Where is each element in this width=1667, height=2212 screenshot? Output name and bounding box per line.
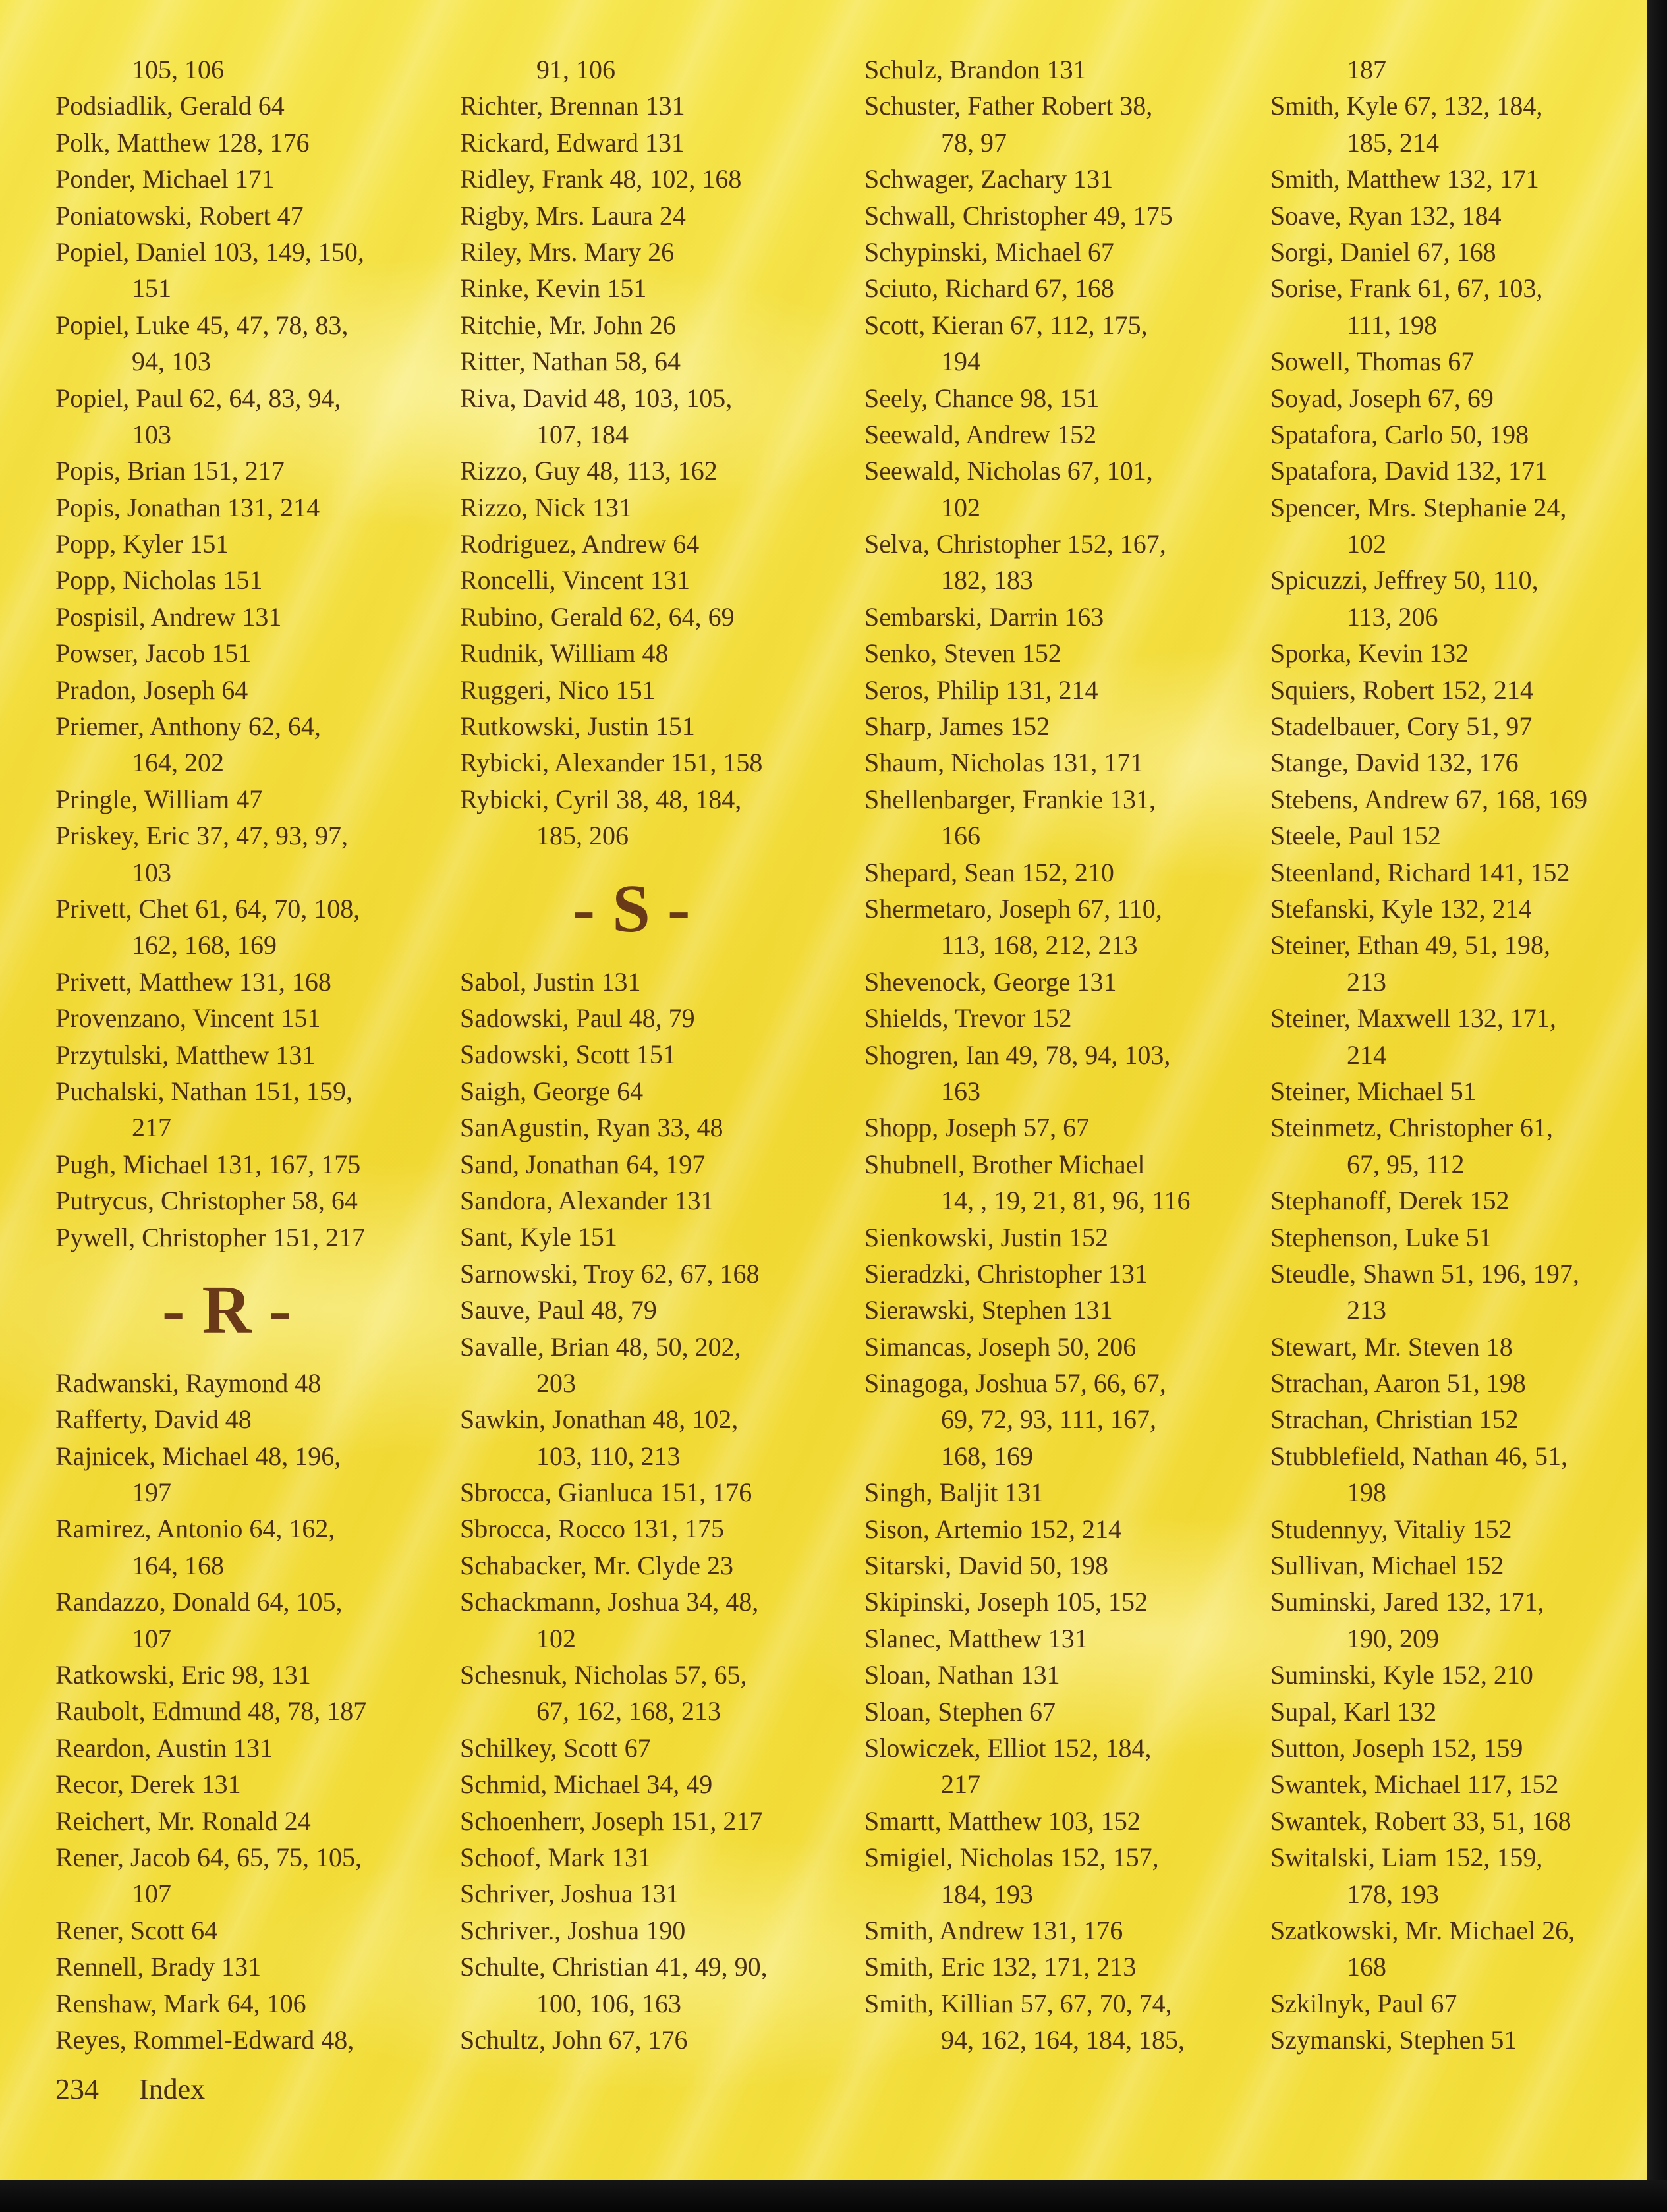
index-entry: Selva, Christopher 152, 167, [864, 529, 1166, 559]
index-entry: Reyes, Rommel-Edward 48, [55, 2024, 354, 2055]
index-entry: Privett, Chet 61, 64, 70, 108, [55, 893, 360, 924]
index-entry: Sciuto, Richard 67, 168 [864, 273, 1114, 304]
index-entry: Shermetaro, Joseph 67, 110, [864, 893, 1162, 924]
index-entry-continuation: 102 [536, 1623, 576, 1653]
index-entry: Sbrocca, Rocco 131, 175 [460, 1514, 725, 1544]
index-entry: Strachan, Christian 152 [1270, 1404, 1519, 1435]
index-entry: Schultz, John 67, 176 [460, 2024, 688, 2055]
index-entry: Sandora, Alexander 131 [460, 1185, 714, 1215]
index-entry: Rybicki, Cyril 38, 48, 184, [460, 784, 742, 814]
index-entry: Recor, Derek 131 [55, 1769, 241, 1800]
index-entry: Smith, Andrew 131, 176 [864, 1915, 1123, 1945]
index-entry: Schwager, Zachary 131 [864, 164, 1114, 194]
index-entry: Switalski, Liam 152, 159, [1270, 1842, 1543, 1873]
index-entry-continuation: 203 [536, 1368, 576, 1398]
index-entry-continuation: 198 [1347, 1478, 1386, 1508]
index-entry-continuation: 166 [941, 821, 980, 851]
index-entry: Sawkin, Jonathan 48, 102, [460, 1404, 739, 1435]
index-entry: Ramirez, Antonio 64, 162, [55, 1514, 335, 1544]
index-entry: Slowiczek, Elliot 152, 184, [864, 1732, 1152, 1763]
index-entry-continuation: 14, , 19, 21, 81, 96, 116 [941, 1186, 1191, 1216]
index-entry: Rinke, Kevin 151 [460, 273, 647, 304]
index-entry: Sloan, Stephen 67 [864, 1696, 1056, 1727]
index-entry: Spatafora, Carlo 50, 198 [1270, 419, 1529, 449]
index-entry: Rener, Jacob 64, 65, 75, 105, [55, 1842, 362, 1872]
index-entry: Priskey, Eric 37, 47, 93, 97, [55, 821, 349, 851]
index-entry-continuation: 102 [1347, 529, 1386, 559]
index-entry-continuation: 168, 169 [941, 1441, 1033, 1471]
scan-edge-bottom [0, 2180, 1667, 2212]
index-entry: Strachan, Aaron 51, 198 [1270, 1368, 1526, 1398]
index-entry: Shaum, Nicholas 131, 171 [864, 748, 1144, 778]
index-entry: Raubolt, Edmund 48, 78, 187 [55, 1696, 367, 1727]
index-entry: Popis, Brian 151, 217 [55, 456, 285, 486]
index-entry: Sloan, Nathan 131 [864, 1660, 1060, 1690]
index-entry: Sorise, Frank 61, 67, 103, [1270, 273, 1543, 304]
index-entry-continuation: 69, 72, 93, 111, 167, [941, 1404, 1157, 1435]
index-entry: Rizzo, Nick 131 [460, 492, 633, 522]
index-entry: Stadelbauer, Cory 51, 97 [1270, 711, 1533, 742]
section-letter-heading: - S - [572, 870, 691, 947]
index-entry: Popp, Nicholas 151 [55, 565, 263, 595]
index-entry: Sullivan, Michael 152 [1270, 1551, 1504, 1581]
index-entry-continuation: 103 [132, 857, 171, 887]
index-entry: Schabacker, Mr. Clyde 23 [460, 1550, 733, 1580]
index-entry-continuation: 182, 183 [941, 565, 1033, 595]
index-entry: Smartt, Matthew 103, 152 [864, 1806, 1141, 1836]
index-entry: Rudnik, William 48 [460, 638, 669, 669]
index-entry: Szkilnyk, Paul 67 [1270, 1988, 1457, 2018]
index-entry-continuation: 197 [132, 1478, 171, 1508]
page-number: 234 [55, 2073, 99, 2105]
index-entry-continuation: 103 [132, 419, 171, 449]
index-entry: Ridley, Frank 48, 102, 168 [460, 164, 742, 194]
index-entry-continuation: 213 [1347, 966, 1386, 997]
index-entry-continuation: 113, 168, 212, 213 [941, 930, 1138, 960]
index-entry: Smith, Kyle 67, 132, 184, [1270, 91, 1543, 121]
index-entry: Senko, Steven 152 [864, 638, 1061, 669]
index-entry: Stange, David 132, 176 [1270, 748, 1519, 778]
index-entry: Sadowski, Scott 151 [460, 1039, 676, 1070]
index-entry: SanAgustin, Ryan 33, 48 [460, 1113, 723, 1143]
index-entry: Stephenson, Luke 51 [1270, 1222, 1492, 1252]
index-entry: Spicuzzi, Jeffrey 50, 110, [1270, 565, 1539, 595]
index-column-2 [460, 51, 855, 2058]
index-entry-continuation: 194 [941, 346, 980, 377]
index-entry: Steenland, Richard 141, 152 [1270, 857, 1570, 887]
index-entry: Ruggeri, Nico 151 [460, 675, 656, 705]
index-entry-continuation: 214 [1347, 1039, 1386, 1070]
index-entry-continuation: 91, 106 [536, 55, 615, 84]
index-entry: Popiel, Paul 62, 64, 83, 94, [55, 383, 341, 413]
index-entry: Randazzo, Donald 64, 105, [55, 1587, 343, 1617]
index-entry: Pugh, Michael 131, 167, 175 [55, 1149, 361, 1179]
index-entry: Polk, Matthew 128, 176 [55, 127, 310, 157]
index-entry-continuation: 67, 95, 112 [1347, 1149, 1465, 1179]
index-entry-continuation: 185, 214 [1347, 127, 1439, 157]
index-entry: Poniatowski, Robert 47 [55, 200, 304, 231]
index-entry: Rennell, Brady 131 [55, 1952, 262, 1982]
index-entry: Radwanski, Raymond 48 [55, 1368, 322, 1398]
index-entry: Singh, Baljit 131 [864, 1478, 1044, 1508]
index-entry: Spencer, Mrs. Stephanie 24, [1270, 492, 1567, 522]
index-entry: Suminski, Jared 132, 171, [1270, 1587, 1544, 1617]
index-entry: Spatafora, David 132, 171 [1270, 456, 1548, 486]
section-letter-heading: - R - [161, 1271, 292, 1348]
index-entry: Riva, David 48, 103, 105, [460, 383, 733, 413]
index-entry-continuation: 107 [132, 1879, 171, 1909]
index-entry: Sabol, Justin 131 [460, 966, 641, 997]
index-entry: Slanec, Matthew 131 [864, 1623, 1088, 1653]
index-entry: Przytulski, Matthew 131 [55, 1039, 316, 1070]
index-entry-continuation: 107, 184 [536, 419, 629, 449]
index-entry-continuation: 105, 106 [132, 55, 224, 84]
index-entry: Sorgi, Daniel 67, 168 [1270, 236, 1496, 267]
index-entry-continuation: 178, 193 [1347, 1879, 1439, 1909]
index-entry: Schulz, Brandon 131 [864, 55, 1087, 84]
index-entry: Steele, Paul 152 [1270, 821, 1441, 851]
index-entry: Ritter, Nathan 58, 64 [460, 346, 681, 377]
index-entry: Rafferty, David 48 [55, 1404, 252, 1435]
index-entry: Popis, Jonathan 131, 214 [55, 492, 320, 522]
index-entry: Steiner, Ethan 49, 51, 198, [1270, 930, 1550, 960]
index-entry: Seros, Philip 131, 214 [864, 675, 1098, 705]
index-entry-continuation: 94, 103 [132, 346, 211, 377]
index-entry-continuation: 184, 193 [941, 1879, 1033, 1909]
index-entry: Pywell, Christopher 151, 217 [55, 1222, 365, 1252]
index-column-4 [1270, 51, 1647, 2058]
index-entry: Schypinski, Michael 67 [864, 236, 1114, 267]
index-entry: Sembarski, Darrin 163 [864, 601, 1104, 632]
index-entry-continuation: 168 [1347, 1952, 1386, 1982]
index-entry-continuation: 217 [941, 1769, 980, 1800]
index-entry: Smith, Killian 57, 67, 70, 74, [864, 1988, 1172, 2018]
index-entry: Savalle, Brian 48, 50, 202, [460, 1331, 741, 1362]
index-entry: Popiel, Daniel 103, 149, 150, [55, 236, 364, 267]
index-entry: Smith, Eric 132, 171, 213 [864, 1952, 1137, 1982]
index-entry: Provenzano, Vincent 151 [55, 1003, 321, 1034]
index-entry: Puchalski, Nathan 151, 159, [55, 1076, 353, 1106]
index-entry-continuation: 78, 97 [941, 127, 1007, 157]
index-entry: Suminski, Kyle 152, 210 [1270, 1660, 1533, 1690]
index-entry: Renshaw, Mark 64, 106 [55, 1988, 306, 2018]
index-entry: Shepard, Sean 152, 210 [864, 857, 1114, 887]
index-entry: Shields, Trevor 152 [864, 1003, 1072, 1034]
index-entry: Swantek, Robert 33, 51, 168 [1270, 1806, 1571, 1836]
index-entry: Podsiadlik, Gerald 64 [55, 91, 285, 121]
index-entry: Sowell, Thomas 67 [1270, 346, 1475, 377]
index-entry: Smith, Matthew 132, 171 [1270, 164, 1539, 194]
index-entry: Rener, Scott 64 [55, 1915, 218, 1945]
index-entry: Schriver, Joshua 131 [460, 1879, 679, 1909]
index-entry: Pringle, William 47 [55, 784, 263, 814]
index-entry: Rizzo, Guy 48, 113, 162 [460, 456, 718, 486]
index-column-1 [55, 51, 451, 2058]
index-entry: Swantek, Michael 117, 152 [1270, 1769, 1559, 1800]
index-entry-continuation: 113, 206 [1347, 601, 1438, 632]
index-entry: Powser, Jacob 151 [55, 638, 252, 669]
index-entry: Steiner, Maxwell 132, 171, [1270, 1003, 1556, 1034]
index-entry: Sharp, James 152 [864, 711, 1050, 742]
index-entry: Stewart, Mr. Steven 18 [1270, 1331, 1513, 1362]
index-entry: Pospisil, Andrew 131 [55, 601, 282, 632]
index-entry: Saigh, George 64 [460, 1076, 644, 1106]
index-entry: Scott, Kieran 67, 112, 175, [864, 310, 1148, 340]
index-entry: Reichert, Mr. Ronald 24 [55, 1806, 311, 1836]
index-entry: Studennyy, Vitaliy 152 [1270, 1514, 1512, 1544]
index-entry: Ratkowski, Eric 98, 131 [55, 1660, 311, 1690]
index-entry: Schmid, Michael 34, 49 [460, 1769, 713, 1800]
index-entry: Sienkowski, Justin 152 [864, 1222, 1109, 1252]
index-entry: Schuster, Father Robert 38, [864, 91, 1153, 121]
index-entry: Sinagoga, Joshua 57, 66, 67, [864, 1368, 1166, 1398]
index-entry: Rajnicek, Michael 48, 196, [55, 1441, 341, 1471]
index-entry: Reardon, Austin 131 [55, 1732, 273, 1763]
index-entry: Rubino, Gerald 62, 64, 69 [460, 601, 735, 632]
index-entry: Stephanoff, Derek 152 [1270, 1186, 1510, 1216]
index-entry: Stebens, Andrew 67, 168, 169 [1270, 784, 1588, 814]
index-entry: Stubblefield, Nathan 46, 51, [1270, 1441, 1568, 1471]
index-entry: Shellenbarger, Frankie 131, [864, 784, 1156, 814]
index-entry: Sarnowski, Troy 62, 67, 168 [460, 1258, 760, 1288]
index-entry: Pradon, Joseph 64 [55, 675, 248, 705]
index-entry: Popp, Kyler 151 [55, 529, 229, 559]
index-entry: Shopp, Joseph 57, 67 [864, 1113, 1090, 1143]
index-entry: Schoenherr, Joseph 151, 217 [460, 1806, 763, 1836]
index-entry: Putrycus, Christopher 58, 64 [55, 1186, 358, 1216]
index-entry: Sierawski, Stephen 131 [864, 1295, 1113, 1325]
index-entry: Priemer, Anthony 62, 64, [55, 711, 321, 742]
index-entry: Seewald, Andrew 152 [864, 419, 1097, 449]
index-entry: Sant, Kyle 151 [460, 1222, 617, 1252]
index-entry-continuation: 164, 168 [132, 1550, 224, 1580]
index-entry-continuation: 111, 198 [1347, 310, 1438, 340]
section-title: Index [139, 2073, 206, 2105]
index-entry: Sutton, Joseph 152, 159 [1270, 1732, 1523, 1763]
index-entry: Roncelli, Vincent 131 [460, 565, 691, 595]
index-entry: Steiner, Michael 51 [1270, 1076, 1477, 1106]
index-entry: Simancas, Joseph 50, 206 [864, 1331, 1137, 1362]
index-entry: Rigby, Mrs. Laura 24 [460, 200, 686, 231]
index-entry: Schoof, Mark 131 [460, 1842, 651, 1872]
index-entry: Smigiel, Nicholas 152, 157, [864, 1842, 1159, 1873]
index-entry-continuation: 190, 209 [1347, 1623, 1439, 1653]
index-entry-continuation: 94, 162, 164, 184, 185, [941, 2025, 1185, 2055]
index-entry: Richter, Brennan 131 [460, 91, 685, 121]
index-column-3 [864, 51, 1260, 2058]
index-entry: Sieradzki, Christopher 131 [864, 1258, 1148, 1288]
index-entry: Sison, Artemio 152, 214 [864, 1514, 1122, 1544]
index-entry: Skipinski, Joseph 105, 152 [864, 1587, 1148, 1617]
index-entry: Sporka, Kevin 132 [1270, 638, 1469, 669]
index-entry-continuation: 103, 110, 213 [536, 1441, 681, 1471]
index-entry: Rutkowski, Justin 151 [460, 711, 695, 742]
index-entry-continuation: 217 [132, 1113, 171, 1143]
index-entry-continuation: 102 [941, 492, 980, 522]
index-entry: Schwall, Christopher 49, 175 [864, 200, 1173, 231]
index-entry-continuation: 107 [132, 1623, 171, 1653]
index-entry-continuation: 213 [1347, 1295, 1386, 1325]
index-entry: Popiel, Luke 45, 47, 78, 83, [55, 310, 349, 340]
index-entry: Sadowski, Paul 48, 79 [460, 1003, 695, 1033]
index-entry-continuation: 67, 162, 168, 213 [536, 1696, 721, 1727]
index-entry: Sand, Jonathan 64, 197 [460, 1149, 706, 1179]
index-entry: Supal, Karl 132 [1270, 1696, 1437, 1727]
index-entry: Sitarski, David 50, 198 [864, 1551, 1108, 1581]
index-entry: Seewald, Nicholas 67, 101, [864, 456, 1153, 486]
index-entry: Shogren, Ian 49, 78, 94, 103, [864, 1039, 1171, 1070]
index-entry-continuation: 164, 202 [132, 748, 224, 778]
index-entry: Sbrocca, Gianluca 151, 176 [460, 1478, 752, 1508]
index-entry: Riley, Mrs. Mary 26 [460, 236, 675, 267]
index-entry: Schriver., Joshua 190 [460, 1915, 686, 1945]
index-entry: Rodriguez, Andrew 64 [460, 529, 700, 559]
index-entry: Squiers, Robert 152, 214 [1270, 675, 1533, 705]
index-entry-continuation: 151 [132, 273, 171, 304]
index-entry-continuation: 163 [941, 1076, 980, 1106]
index-entry: Steudle, Shawn 51, 196, 197, [1270, 1258, 1579, 1288]
index-entry: Schackmann, Joshua 34, 48, [460, 1587, 759, 1617]
index-entry: Ponder, Michael 171 [55, 164, 275, 194]
index-entry-continuation: 100, 106, 163 [536, 1988, 681, 2018]
index-entry-continuation: 162, 168, 169 [132, 930, 277, 960]
index-entry: Schesnuk, Nicholas 57, 65, [460, 1660, 747, 1690]
index-entry-continuation: 185, 206 [536, 821, 629, 851]
index-entry: Soave, Ryan 132, 184 [1270, 200, 1502, 231]
index-entry: Schulte, Christian 41, 49, 90, [460, 1952, 768, 1982]
index-entry-continuation: 187 [1347, 55, 1386, 84]
index-entry: Sauve, Paul 48, 79 [460, 1295, 657, 1325]
page-footer [55, 2072, 205, 2106]
index-entry: Rickard, Edward 131 [460, 127, 685, 157]
index-entry: Rybicki, Alexander 151, 158 [460, 748, 763, 778]
index-entry: Szymanski, Stephen 51 [1270, 2025, 1517, 2055]
index-entry: Szatkowski, Mr. Michael 26, [1270, 1915, 1575, 1945]
index-entry: Schilkey, Scott 67 [460, 1732, 651, 1763]
index-entry: Stefanski, Kyle 132, 214 [1270, 893, 1532, 924]
scan-edge-right [1647, 0, 1667, 2212]
index-entry: Soyad, Joseph 67, 69 [1270, 383, 1494, 413]
index-entry: Privett, Matthew 131, 168 [55, 966, 331, 997]
index-entry: Seely, Chance 98, 151 [864, 383, 1100, 413]
index-entry: Shubnell, Brother Michael [864, 1149, 1145, 1179]
index-entry: Shevenock, George 131 [864, 966, 1117, 997]
index-entry: Ritchie, Mr. John 26 [460, 310, 676, 340]
index-entry: Steinmetz, Christopher 61, [1270, 1113, 1553, 1143]
